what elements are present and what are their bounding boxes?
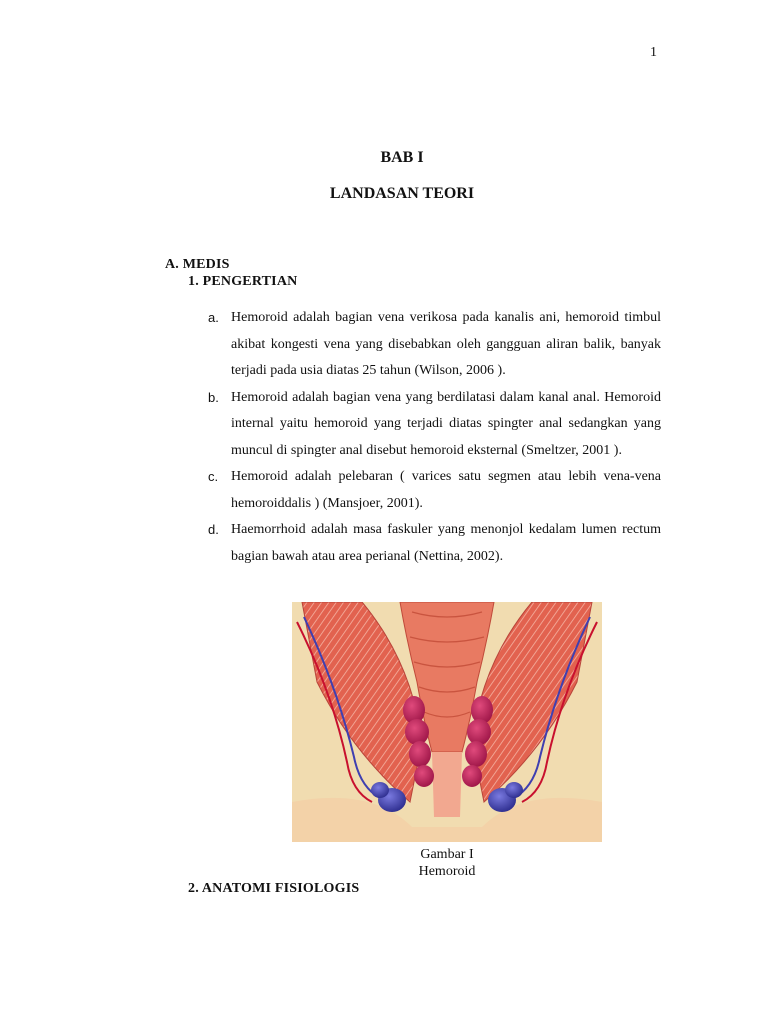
right-internal-hemorrhoid <box>465 741 487 767</box>
subsection-heading-anatomi-fisiologis: 2. ANATOMI FISIOLOGIS <box>188 881 360 896</box>
right-external-hemorrhoid <box>505 782 523 798</box>
list-item-text: Haemorrhoid adalah masa faskuler yang menonjol kedalam lumen rectum bagian bawah atau area perianal (Nettina, 2002). <box>231 522 661 564</box>
page-number: 1 <box>650 45 657 60</box>
right-internal-hemorrhoid <box>467 719 491 745</box>
list-item-text: Hemoroid adalah pelebaran ( varices satu segmen atau lebih vena-vena hemoroiddalis ) (Mansjoer, 2001). <box>231 469 661 511</box>
section-heading-medis: A. MEDIS <box>165 257 230 272</box>
list-marker: c. <box>208 469 219 484</box>
list-item <box>208 305 661 385</box>
list-item-text: Hemoroid adalah bagian vena yang berdilatasi dalam kanal anal. Hemoroid internal yaitu hemoroid yang terjadi diatas spingter anal sedangkan yang muncul di spingter anal disebut hemoroid eksternal (Smeltzer, 2001 ). <box>231 389 661 458</box>
left-external-hemorrhoid <box>371 782 389 798</box>
list-item <box>208 385 661 465</box>
anatomy-drawing <box>292 602 602 842</box>
left-internal-hemorrhoid <box>405 719 429 745</box>
left-internal-hemorrhoid <box>409 741 431 767</box>
list-marker: d. <box>208 522 219 537</box>
list-marker: a. <box>208 310 219 325</box>
list-item <box>208 464 661 517</box>
right-internal-hemorrhoid <box>462 765 482 787</box>
figure-caption-title: Hemoroid <box>418 864 476 879</box>
anal-canal <box>432 752 462 817</box>
chapter-number: BAB I <box>380 149 424 166</box>
list-item <box>208 517 661 570</box>
left-internal-hemorrhoid <box>414 765 434 787</box>
list-marker: b. <box>208 389 219 405</box>
list-item-text: Hemoroid adalah bagian vena verikosa pada kanalis ani, hemoroid timbul akibat kongesti vena yang disebabkan oleh gangguan aliran balik, banyak terjadi pada usia diatas 25 tahun (Wilson, 2006 ). <box>231 310 661 378</box>
definition-list <box>208 305 661 570</box>
figure-caption-label: Gambar I <box>420 847 474 862</box>
chapter-title: LANDASAN TEORI <box>329 185 475 202</box>
subsection-heading-pengertian: 1. PENGERTIAN <box>188 274 298 289</box>
hemorrhoid-illustration <box>292 602 602 842</box>
